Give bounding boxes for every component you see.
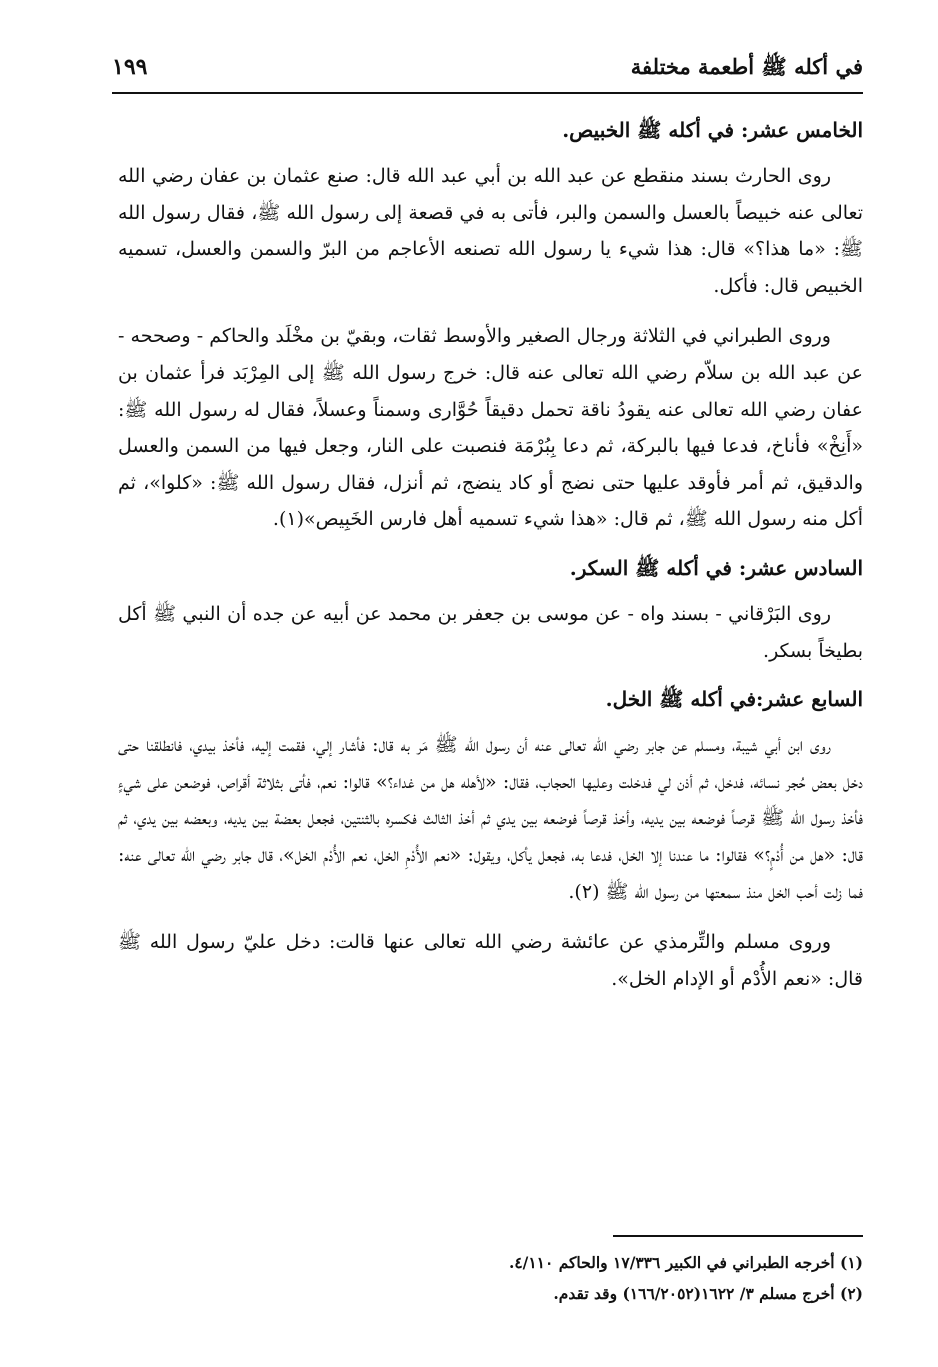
paragraph: روى الحارث بسند منقطع عن عبد الله بن أبي عبد الله قال: صنع عثمان بن عفان رضي الله تعالى عنه خبيصاً بالعسل والسمن والبر، فأتى به في قصعة إلى رسول الله ﷺ، فقال رسول الله ﷺ: «ما هذا؟» قال: هذا شيء يا رسول الله تصنعه الأعاجم من البرّ والسمن والعسل، تسميه الخبيص قال: فأكل. [118,165,863,297]
page-number: ١٩٩ [112,54,148,80]
paragraph: وروى الطبراني في الثلاثة ورجال الصغير والأوسط ثقات، وبقيّ بن مخْلَد والحاكم - وصححه - عن عبد الله بن سلاّم رضي الله تعالى عنه قال: خرج رسول الله ﷺ إلى المِرْبَد فرأ عثمان بن عفان رضي الله تعالى عنه يقودُ ناقة تحمل دقيقاً حُوَّارى وسمناً وعسلاً، فقال له رسول الله ﷺ: «أَنِخْ» فأناخ، فدعا فيها بالبركة، ثم دعا بِبُرْمَة فنصبت على النار، وجعل فيها من السمن والعسل والدقيق، ثم أمر فأوقد عليها حتى نضج أو كاد ينضج، ثم أنزل، فقال رسول الله ﷺ: «كلوا»، ثم أكل منه رسول الله ﷺ، ثم قال: «هذا شيء تسميه أهل فارس الخَبِيص»(١). [118,325,863,531]
section-heading: السابع عشر:في أكله ﷺ الخل. [605,687,863,712]
section-heading: السادس عشر: في أكله ﷺ السكر. [569,555,863,580]
footnotes [118,1235,863,1309]
paragraph: وروى مسلم والتِّرمذي عن عائشة رضي الله تعالى عنها قالت: دخل عليّ رسول الله ﷺ قال: «نعم الأُدْم أو الإدام الخل». [118,931,863,990]
page-header [112,52,863,94]
paragraph: روى البَرْقاني - بسند واه - عن موسى بن جعفر بن محمد عن أبيه عن جده أن النبي ﷺ أكل بطيخاً بسكر. [118,602,863,662]
footnote: (١) أخرجه الطبراني في الكبير ١٧/٣٣٦ والحاكم ٤/١١٠. [508,1253,863,1272]
footnote-divider [613,1235,863,1237]
section-sadis-ashar [118,552,863,669]
page-body [118,114,863,1011]
section-sabi-ashar [118,683,863,997]
section-khamis-ashar [118,114,863,538]
footnote: (٢) أخرج مسلم ٣/ ١٦٢٢(١٦٦/٢٠٥٢) وقد تقدم. [553,1284,863,1303]
paragraph: روى ابن أبي شيبة، ومسلم عن جابر رضي الله تعالى عنه أن رسول الله ﷺ مَر به قال: فأشار إلي، فقمت إليه، فأخذ بيدي، فانطلقنا حتى دخل بعض حُجر نسائه، فدخل، ثم أذن لي فدخلت وعليها الحجاب، فقال: «لأهله هل من غداء؟» قالوا: نعم، فأتى بثلاثة أقراص، فوضعن على شيءٍ فأخذ رسول الله ﷺ قرصاً فوضعه بين يديه، وأخذ قرصاً فوضعه بين يدي ثم أخذ الثالث فكسره بالثنتين، فجعل بعضة بين يديه، وبعضه بين يدي، ثم قال: «هل من أُدْمٍ؟» فقالوا: ما عندنا إلا الخل، فدعا به، فجعل يأكل، ويقول: «نعم الأُدْمِ الخل، نعم الأُدْم الخل»، قال جابر رضي الله تعالى عنه: فما زلت أحب الخل منذ سمعتها من رسول الله ﷺ (٢). [118,734,863,903]
running-title: في أكله ﷺ أطعمة مختلفة [630,54,863,79]
section-heading: الخامس عشر: في أكله ﷺ الخبيص. [562,118,863,142]
